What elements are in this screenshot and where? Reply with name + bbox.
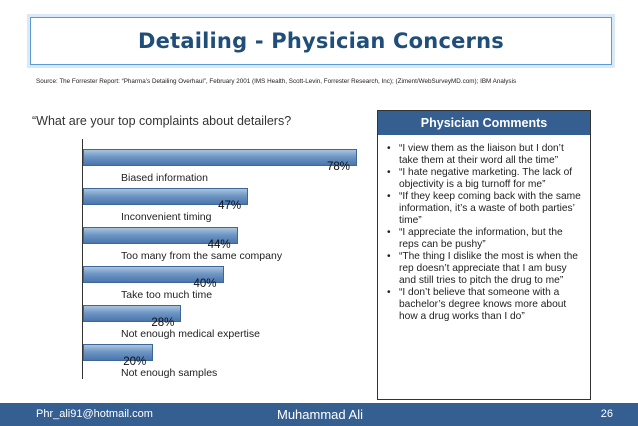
source-citation: Source: The Forrester Report: “Pharma’s Detailing Overhaul”, February 2001 (IMS Health, Scott-Levin, Forrester Research, Inc); (Ziment/WebSurveyMD.com); IBM Analysis	[36, 78, 517, 85]
footer-bar	[0, 403, 638, 426]
bar-value-label: 47%	[218, 200, 242, 212]
bar-category-label: Biased information	[121, 172, 208, 184]
comment-item: • “I hate negative marketing. The lack of objectivity is a big turnoff for me”	[387, 167, 584, 191]
bar-value-label: 20%	[123, 356, 147, 368]
bar-value-label: 40%	[193, 278, 217, 290]
bar-category-label: Not enough medical expertise	[121, 328, 260, 340]
comments-header: Physician Comments	[378, 111, 590, 135]
physician-comments-panel	[377, 110, 591, 400]
bar-category-label: Too many from the same company	[121, 250, 283, 262]
bar-1	[83, 149, 357, 166]
page-number: 26	[600, 408, 613, 420]
comment-item: • “If they keep coming back with the same information, it’s a waste of both parties’ time”	[387, 191, 584, 227]
slide-title: Detailing - Physician Concerns	[138, 29, 504, 53]
bar-value-label: 44%	[207, 239, 231, 251]
bar-category-label: Inconvenient timing	[121, 211, 212, 223]
survey-question: “What are your top complaints about detailers?	[32, 114, 292, 128]
comment-item: • “The thing I dislike the most is when the rep doesn’t appreciate that I am busy and still tries to pitch the drug to me”	[387, 251, 584, 287]
bar-value-label: 28%	[151, 317, 175, 329]
footer-author: Muhammad Ali	[277, 407, 363, 422]
footer-email: Phr_ali91@hotmail.com	[36, 408, 153, 420]
bar-category-label: Take too much time	[121, 289, 213, 301]
complaints-bar-chart	[82, 139, 373, 379]
comment-item: • “I don’t believe that someone with a bachelor’s degree knows more about how a drug works than I do”	[387, 287, 584, 323]
comment-item: • “I appreciate the information, but the reps can be pushy”	[387, 227, 584, 251]
bar-value-label: 78%	[327, 161, 351, 173]
comment-item: • “I view them as the liaison but I don’t take them at their word all the time”	[387, 143, 584, 167]
slide-title-box	[30, 17, 612, 65]
bar-category-label: Not enough samples	[121, 367, 218, 379]
comments-list	[378, 143, 590, 323]
